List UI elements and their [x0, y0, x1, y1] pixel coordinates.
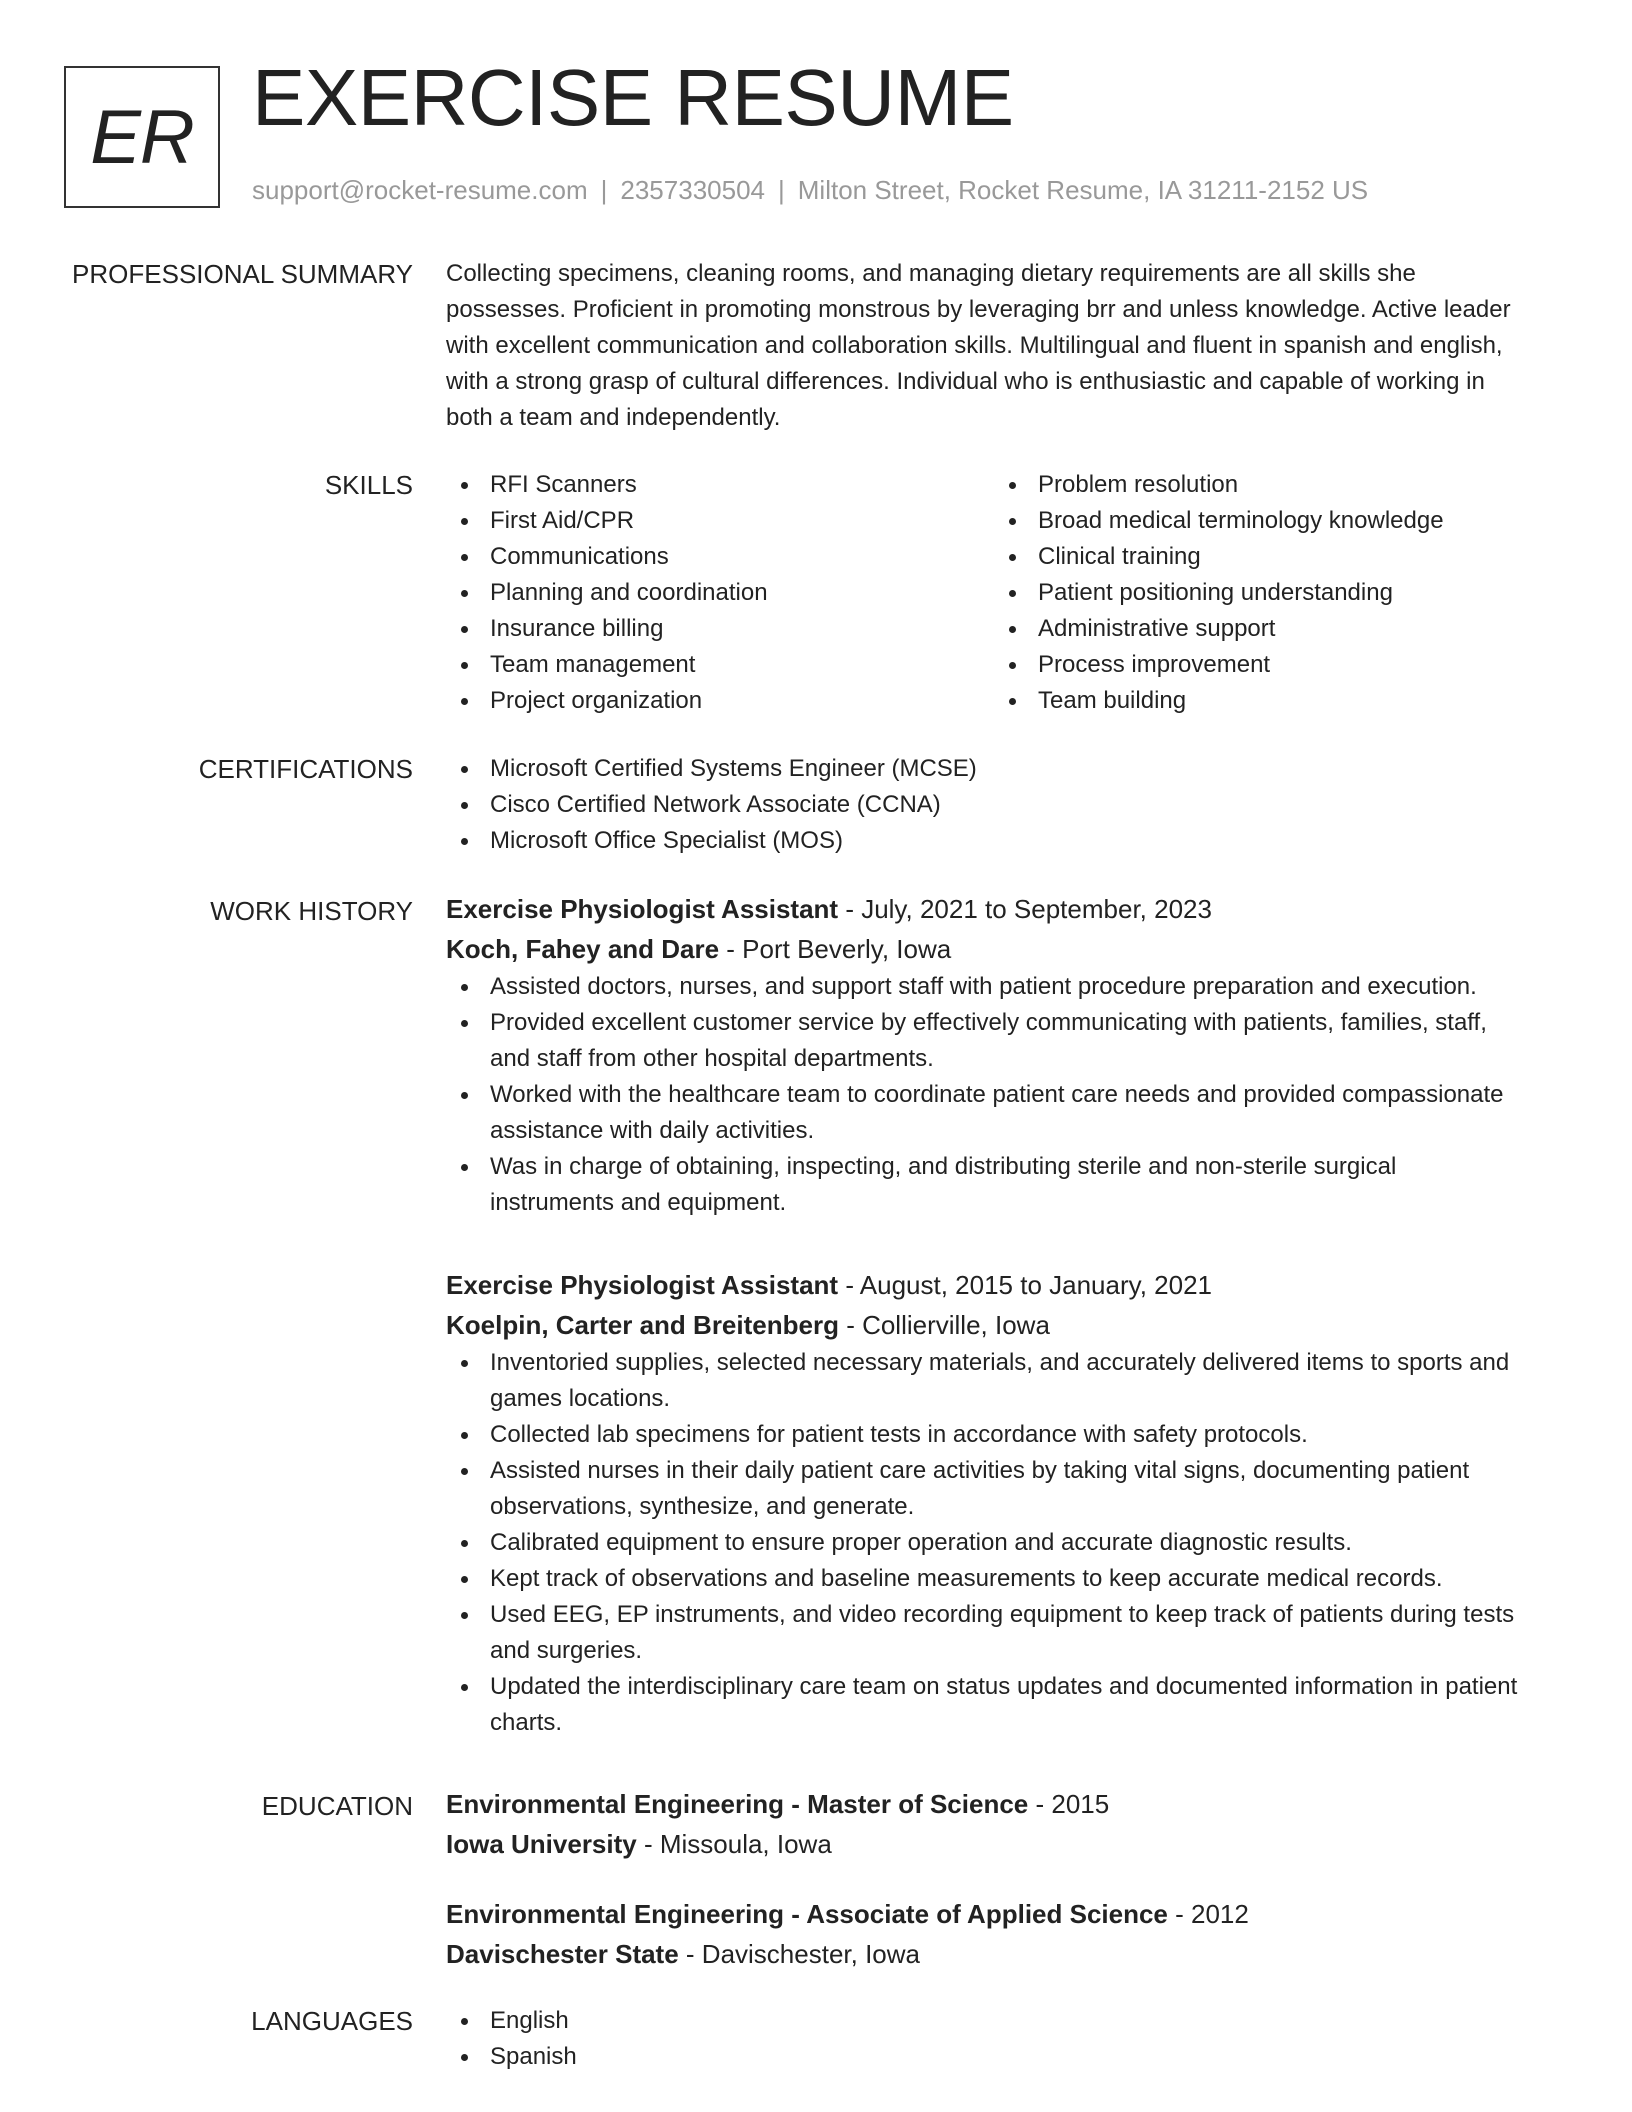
education-school-line — [446, 1824, 1566, 1864]
skill-item: RFI Scanners — [446, 467, 994, 503]
job-title: Exercise Physiologist Assistant — [446, 894, 839, 924]
education-degree: Environmental Engineering - Master of Science — [446, 1789, 1029, 1819]
duty-line: Kept track of observations and baseline measurements to keep accurate medical records. — [490, 1565, 1443, 1592]
job-duties-list — [446, 969, 1566, 1221]
education-school: Davischester State — [446, 1939, 679, 1969]
duty-line: Updated the interdisciplinary care team on status updates and documented information in patient — [490, 1673, 1518, 1700]
duty-line: Assisted doctors, nurses, and support staff with patient procedure preparation and execution. — [490, 973, 1477, 1000]
duty-line: instruments and equipment. — [490, 1189, 787, 1216]
duty-line: Assisted nurses in their daily patient care activities by taking vital signs, documenting patient — [490, 1457, 1470, 1484]
job-duty — [446, 1149, 1566, 1221]
skill-item: Problem resolution — [994, 467, 1542, 503]
summary-line: both a team and independently. — [446, 404, 781, 431]
skill-item: Clinical training — [994, 539, 1542, 575]
duty-line: Was in charge of obtaining, inspecting, and distributing sterile and non-sterile surgical — [490, 1153, 1397, 1180]
skills-columns — [446, 467, 1566, 719]
skill-item: Administrative support — [994, 611, 1542, 647]
summary-body — [446, 256, 1566, 436]
duty-line: assistance with daily activities. — [490, 1117, 815, 1144]
skill-item: Project organization — [446, 683, 994, 719]
skill-item: Team building — [994, 683, 1542, 719]
languages-label: LANGUAGES — [251, 2006, 413, 2036]
education-degree: Environmental Engineering - Associate of Applied Science — [446, 1899, 1168, 1929]
job-title-line — [446, 889, 1566, 929]
duty-line: games locations. — [490, 1385, 671, 1412]
certification-item: Microsoft Office Specialist (MOS) — [446, 823, 1566, 859]
work-history-label: WORK HISTORY — [210, 896, 413, 926]
certification-item: Cisco Certified Network Associate (CCNA) — [446, 787, 1566, 823]
job-company-line — [446, 1305, 1566, 1345]
contact-line — [252, 174, 1368, 206]
skill-item: First Aid/CPR — [446, 503, 994, 539]
job-duty — [446, 1669, 1566, 1741]
job-dates: - August, 2015 to January, 2021 — [838, 1270, 1212, 1300]
education-year: - 2012 — [1167, 1899, 1249, 1929]
duty-line: charts. — [490, 1709, 563, 1736]
job-dates: - July, 2021 to September, 2023 — [838, 894, 1212, 924]
contact-address: Milton Street, Rocket Resume, IA 31211-2152 US — [797, 175, 1369, 205]
skill-item: Insurance billing — [446, 611, 994, 647]
contact-separator: | — [600, 175, 608, 205]
skills-list-left — [446, 467, 994, 719]
language-item: English — [446, 2003, 1566, 2039]
education-degree-line — [446, 1894, 1566, 1934]
summary-line: with excellent communication and collaboration skills. Multilingual and fluent in spanish and english, — [446, 332, 1503, 359]
contact-phone: 2357330504 — [620, 175, 765, 205]
job-duty — [446, 1345, 1566, 1417]
education-entry — [446, 1894, 1566, 1974]
contact-separator: | — [778, 175, 785, 205]
duty-line: Collected lab specimens for patient tests in accordance with safety protocols. — [490, 1421, 1308, 1448]
duty-line: observations, synthesize, and generate. — [490, 1493, 915, 1520]
skill-item: Team management — [446, 647, 994, 683]
contact-email: support@rocket-resume.com — [252, 175, 588, 205]
job-location: - Port Beverly, Iowa — [719, 934, 952, 964]
duty-line: Calibrated equipment to ensure proper operation and accurate diagnostic results. — [490, 1529, 1352, 1556]
languages-body — [446, 2003, 1566, 2075]
summary-label: PROFESSIONAL SUMMARY — [72, 259, 413, 289]
resume-name: EXERCISE RESUME — [252, 53, 1014, 142]
duty-line: and surgeries. — [490, 1637, 643, 1664]
summary-line: Collecting specimens, cleaning rooms, and managing dietary requirements are all skills she — [446, 260, 1416, 287]
languages-list — [446, 2003, 1566, 2075]
education-school: Iowa University — [446, 1829, 637, 1859]
skills-list-right — [994, 467, 1542, 719]
monogram-logo: ER — [64, 66, 220, 208]
job-duty — [446, 1417, 1566, 1453]
language-item: Spanish — [446, 2039, 1566, 2075]
skill-item: Broad medical terminology knowledge — [994, 503, 1542, 539]
certification-item: Microsoft Certified Systems Engineer (MCSE) — [446, 751, 1566, 787]
job-duty — [446, 1561, 1566, 1597]
duty-line: Used EEG, EP instruments, and video recording equipment to keep track of patients during tests — [490, 1601, 1515, 1628]
job-duty — [446, 1077, 1566, 1149]
job-duty — [446, 1525, 1566, 1561]
education-year: - 2015 — [1028, 1789, 1110, 1819]
job-company: Koch, Fahey and Dare — [446, 934, 720, 964]
education-degree-line — [446, 1784, 1566, 1824]
certifications-list — [446, 751, 1566, 859]
skills-label: SKILLS — [324, 470, 413, 500]
job-duty — [446, 1453, 1566, 1525]
education-location: - Davischester, Iowa — [678, 1939, 920, 1969]
education-entry — [446, 1784, 1566, 1864]
certifications-body — [446, 751, 1566, 859]
education-school-line — [446, 1934, 1566, 1974]
duty-line: Inventoried supplies, selected necessary materials, and accurately delivered items to sports and — [490, 1349, 1510, 1376]
duty-line: Provided excellent customer service by effectively communicating with patients, families, staff, — [490, 1009, 1487, 1036]
duty-line: and staff from other hospital departments. — [490, 1045, 934, 1072]
skill-item: Patient positioning understanding — [994, 575, 1542, 611]
skill-item: Process improvement — [994, 647, 1542, 683]
job-company: Koelpin, Carter and Breitenberg — [446, 1310, 839, 1340]
education-location: - Missoula, Iowa — [636, 1829, 832, 1859]
job-entry — [446, 1265, 1566, 1741]
job-duties-list — [446, 1345, 1566, 1741]
job-duty — [446, 969, 1566, 1005]
job-duty — [446, 1597, 1566, 1669]
summary-line: with a strong grasp of cultural differences. Individual who is enthusiastic and capable of working in — [446, 368, 1485, 395]
job-location: - Collierville, Iowa — [838, 1310, 1050, 1340]
certifications-label: CERTIFICATIONS — [198, 754, 413, 784]
job-title-line — [446, 1265, 1566, 1305]
education-label: EDUCATION — [261, 1791, 413, 1821]
job-entry — [446, 889, 1566, 1221]
summary-text — [446, 256, 1566, 436]
summary-line: possesses. Proficient in promoting monstrous by leveraging brr and unless knowledge. Active leader — [446, 296, 1511, 323]
job-title: Exercise Physiologist Assistant — [446, 1270, 839, 1300]
skill-item: Communications — [446, 539, 994, 575]
job-duty — [446, 1005, 1566, 1077]
duty-line: Worked with the healthcare team to coordinate patient care needs and provided compassionate — [490, 1081, 1504, 1108]
job-company-line — [446, 929, 1566, 969]
skill-item: Planning and coordination — [446, 575, 994, 611]
